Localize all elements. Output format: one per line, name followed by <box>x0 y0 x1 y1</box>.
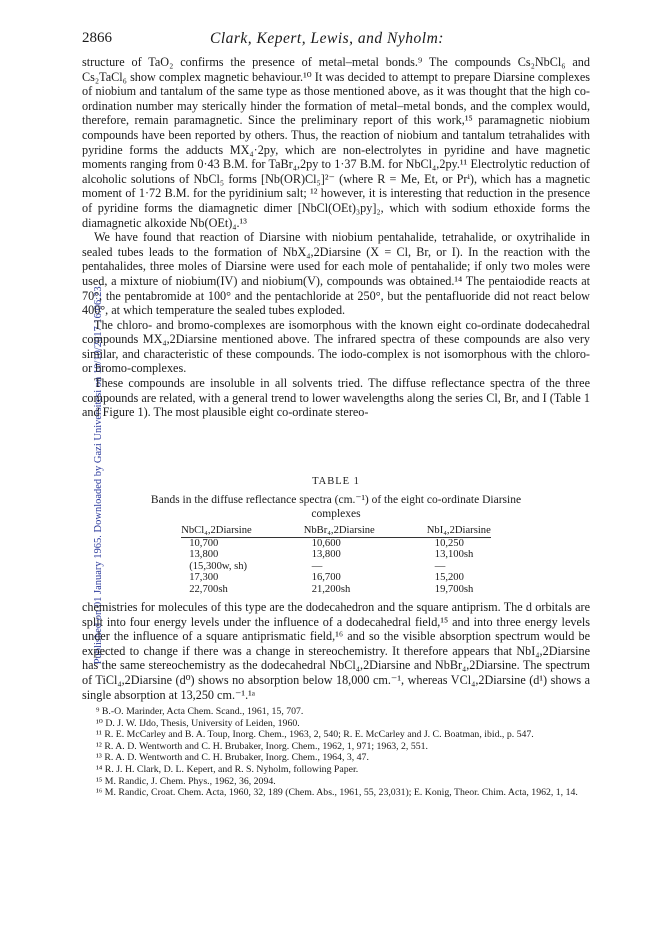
table-cell: 13,800 <box>189 549 219 561</box>
table-1 <box>82 476 590 596</box>
paragraph: chemistries for molecules of this type are the dodecahedron and the square antiprism. The d orbitals are split into four energy levels under the influence of a dodecahedral field,¹⁵ and into three energy levels under the influence of a square antiprismatic field,¹⁶ and so the visible absorption spectrum would be expected to change if there was a change in stereochemistry. It therefore appears that NbI₄,2Diarsine has the same stereochemistry as the dodecahedral NbCl₄,2Diarsine and NbBr₄,2Diarsine. The spectrum of TiCl₄,2Diarsine (d⁰) shows no absorption below 18,000 cm.⁻¹, whereas VCl₄,2Diarsine (d¹) shows a single absorption at 13,250 cm.⁻¹.¹ᵃ <box>82 600 590 702</box>
column-header: NbI₄,2Diarsine <box>426 525 491 536</box>
table-caption-line: Bands in the diffuse reflectance spectra (cm.⁻¹) of the eight co-ordinate Diarsine <box>150 494 522 506</box>
table-row <box>181 572 491 584</box>
body-text <box>82 55 590 420</box>
table-cell: 17,300 <box>189 572 219 584</box>
paragraph: The chloro- and bromo-complexes are isomorphous with the known eight co-ordinate dodecahedral compounds MX₄,2Diarsine mentioned above. The infrared spectra of these compounds are also very similar, and characteristic of these compounds. The iodo-complex is not isomorphous with the chloro- or bromo-complexes. <box>82 317 590 376</box>
footnote: ¹⁴ R. J. H. Clark, D. L. Kepert, and R. S. Nyholm, following Paper. <box>96 763 359 775</box>
table-cell: (15,300w, sh) <box>189 560 248 572</box>
table-cell: 21,200sh <box>311 583 351 595</box>
page-number: 2866 <box>82 30 112 46</box>
table-cell: 10,600 <box>311 537 341 549</box>
table-caption-line: complexes <box>311 508 361 520</box>
table-cell: 10,250 <box>434 537 464 549</box>
table-row <box>181 537 491 549</box>
column-header: NbBr₄,2Diarsine <box>304 525 427 537</box>
footnotes <box>82 706 590 799</box>
table-cell: 22,700sh <box>189 583 228 595</box>
table-header-row <box>181 525 491 537</box>
table-caption <box>82 493 590 521</box>
table-cell: 16,700 <box>311 572 341 584</box>
footnote: ¹⁵ M. Randic, J. Chem. Phys., 1962, 36, 2094. <box>96 775 276 787</box>
download-watermark: Published on 01 January 1965. Downloaded by Gazi Universitesi on 10/10/2017 16:06:23. <box>93 283 104 665</box>
table-cell: 13,100sh <box>434 549 474 561</box>
footnote: ¹¹ R. E. McCarley and B. A. Toup, Inorg. Chem., 1963, 2, 540; R. E. McCarley and J. C. Boatman, ibid., p. 547. <box>96 729 534 741</box>
footnote: ¹⁶ M. Randic, Croat. Chem. Acta, 1960, 32, 189 (Chem. Abs., 1961, 55, 23,031); E. Konig, Theor. Chim. Acta, 1962, 1, 14. <box>96 787 578 799</box>
page-header <box>82 30 590 54</box>
table-row <box>181 549 491 561</box>
footnote: ¹³ R. A. D. Wentworth and C. H. Brubaker, Inorg. Chem., 1964, 3, 47. <box>96 752 369 764</box>
paragraph: structure of TaO₂ confirms the presence of metal–metal bonds.⁹ The compounds Cs₂NbCl₆ and Cs₂TaCl₆ show complex magnetic behaviour.¹⁰ It was decided to attempt to prepare Diarsine complexes of niobium and tantalum of the same type as those mentioned above, as it was thought that the high co-ordination number may sterically hinder the formation of metal–metal bonds, and the complex would, therefore, remain paramagnetic. Since the preliminary report of this work,¹⁵ paramagnetic niobium compounds have been reported by others. Thus, the reaction of niobium and tantalum tetrahalides with pyridine forms the adducts MX₄·2py, which are non-electrolytes in pyridine and have magnetic moments ranging from 0·43 B.M. for TaBr₄,2py to 1·37 B.M. for NbCl₄,2py.¹¹ Electrolytic reduction of alcoholic solutions of NbCl₅ forms [Nb(OR)Cl₅]²⁻ (where R = Me, Et, or Prⁱ), which has a magnetic moment of 1·72 B.M. for the pyridinium salt; ¹² however, it is interesting that reduction in the presence of pyridine forms the diamagnetic dimer [NbCl(OEt)₃py]₂, which with sodium ethoxide forms the diamagnetic alkoxide Nb(OEt)₄.¹³ <box>82 55 590 230</box>
table-cell: — <box>311 560 323 572</box>
footnote: ⁹ B.-O. Marinder, Acta Chem. Scand., 1961, 15, 707. <box>96 706 304 717</box>
table-cell: 13,800 <box>311 549 341 561</box>
table-row <box>181 561 491 573</box>
spectra-table <box>181 525 491 596</box>
body-text-continued <box>82 600 590 702</box>
column-header: NbCl₄,2Diarsine <box>181 525 303 537</box>
footnote: ¹² R. A. D. Wentworth and C. H. Brubaker, Inorg. Chem., 1962, 1, 971; 1963, 2, 551. <box>96 740 428 752</box>
table-cell: — <box>434 560 446 572</box>
table-label: TABLE 1 <box>312 476 360 487</box>
table-cell: 10,700 <box>189 537 219 549</box>
paragraph: We have found that reaction of Diarsine with niobium pentahalide, tetrahalide, or oxytrihalide in sealed tubes leads to the formation of NbX₄,2Diarsine (X = Cl, Br, or I). In the reaction with the pentahalides, three moles of Diarsine were used for each mole of pentahalide; if only two moles were used, a mixture of niobium(IV) and niobium(V), compounds was obtained.¹⁴ The pentaiodide reacts at 70°, the pentabromide at 100° and the pentachloride at 250°, but the pentafluoride did not react below 400°, at which temperature the sealed tubes exploded. <box>82 230 590 318</box>
table-cell: 15,200 <box>434 572 464 584</box>
paragraph: These compounds are insoluble in all solvents tried. The diffuse reflectance spectra of the three compounds are related, with a general trend to lower wavelengths along the series Cl, Br, and I (Table 1 and Figure 1). The most plausible eight co-ordinate stereo- <box>82 376 590 420</box>
running-head: Clark, Kepert, Lewis, and Nyholm: <box>210 30 444 47</box>
table-cell: 19,700sh <box>434 583 474 595</box>
table-row <box>181 584 491 596</box>
footnote: ¹⁰ D. J. W. IJdo, Thesis, University of Leiden, 1960. <box>96 717 300 729</box>
